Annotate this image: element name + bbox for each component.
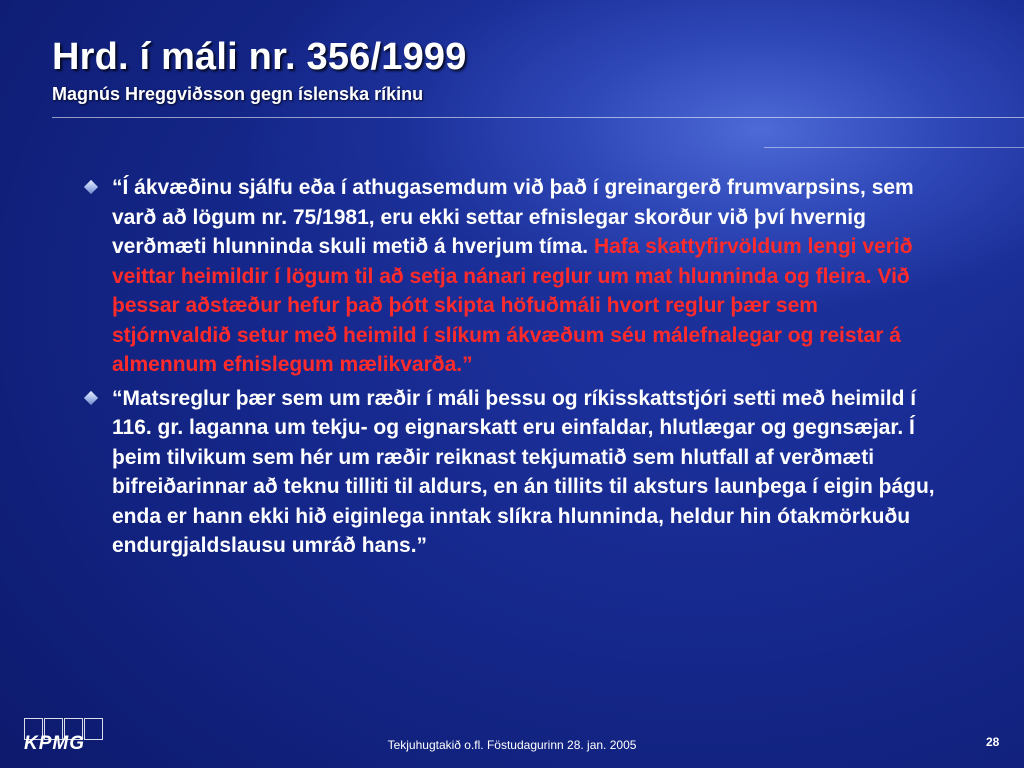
- slide-body: [82, 173, 942, 565]
- title-divider: [52, 117, 1024, 147]
- bullet-item: [82, 384, 942, 561]
- diamond-bullet-icon: [84, 390, 98, 404]
- logo-wordmark: KPMG: [24, 733, 85, 754]
- bullet-highlight-text: Hafa skattyfirvöldum lengi verið veittar heimildir í lögum til að setja nánari reglur um mat hlunninda og fleira. Við þessar aðstæður hefur það þótt skipta höfuðmáli hvort reglur þær sem stjórnvaldið setur með heimild í slíkum ákvæðum séu málefnalegar og reistar á almennum efnislegum mælikvarða.”: [112, 235, 913, 376]
- page-number: 28: [986, 735, 1000, 749]
- bullet-text: “Matsreglur þær sem um ræðir í máli þessu og ríkisskattstjóri setti með heimild í 116. gr. laganna um tekju- og eignarskatt eru einfaldar, hlutlægar og gegnsæjar. Í þeim tilvikum sem hér um ræðir reiknast tekjumatið sem hlutfall af verðmæti bifreiðarinnar að teknu tilliti til aldurs, en án tillits til aksturs launþega í eigin þágu, enda er hann ekki hið eiginlega inntak slíkra hlunninda, heldur hin ótakmörkuðu endurgjaldslausu umráð hans.”: [112, 386, 935, 557]
- footer-caption: Tekjuhugtakið o.fl. Föstudagurinn 28. jan. 2005: [387, 738, 637, 752]
- bullet-text: “Í ákvæðinu sjálfu eða í athugasemdum við það í greinargerð frumvarpsins, sem varð að lögum nr. 75/1981, eru ekki settar efnislegar skorður við því hvernig verðmæti hlunninda skuli metið á hverjum tíma.: [112, 176, 914, 258]
- bullet-item: [82, 173, 942, 380]
- slide-subtitle: Magnús Hreggviðsson gegn íslenska ríkinu: [52, 84, 424, 104]
- slide-title: Hrd. í máli nr. 356/1999: [52, 36, 467, 78]
- diamond-bullet-icon: [84, 180, 98, 194]
